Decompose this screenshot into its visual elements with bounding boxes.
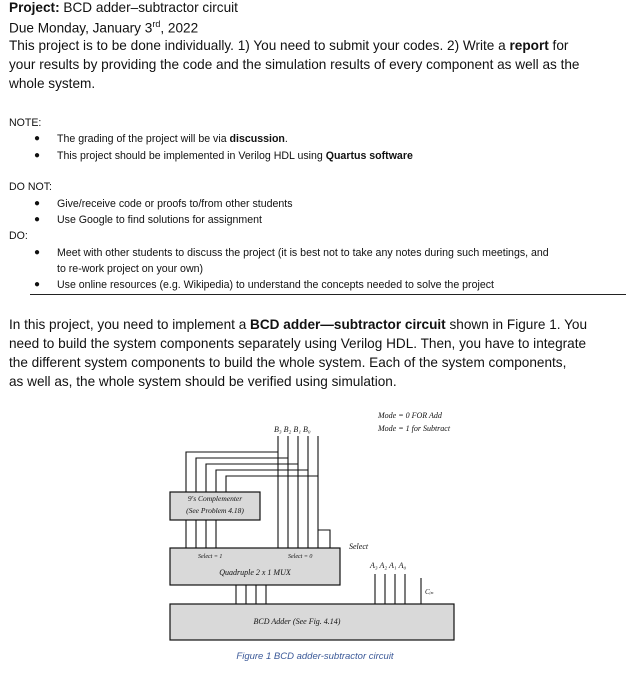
project-label: Project: (9, 0, 60, 15)
due-date-line (9, 19, 198, 36)
body-line-2: need to build the system components separately using Verilog HDL. Then, you have to integrate (9, 336, 587, 351)
divider (30, 294, 626, 295)
body-line-3: the different system components to build the whole system. Each of the system components, (9, 355, 567, 370)
do-not-item-2: Use Google to find solutions for assignment (57, 214, 262, 226)
intro-line-2: your results by providing the code and the simulation results of every component as well as the (9, 57, 580, 72)
project-title: BCD adder–subtractor circuit (59, 0, 238, 15)
do-heading: DO: (9, 230, 28, 242)
body-line-1 (9, 317, 587, 332)
note-item-1 (57, 133, 288, 145)
mode-sub-label: Mode = 1 for Subtract (378, 424, 451, 433)
note-item-2-a: This project should be implemented in Verilog HDL using (57, 150, 326, 162)
select-1-label: Select = 1 (198, 554, 223, 560)
mux-block (170, 548, 340, 585)
adder-label: BCD Adder (See Fig. 4.14) (253, 617, 341, 626)
bcd-adder-subtractor-figure (0, 400, 643, 679)
body-line-4: as well as, the whole system should be verified using simulation. (9, 374, 397, 389)
cin-label: Cᵢₙ (425, 588, 434, 596)
mode-add-label: Mode = 0 FOR Add (378, 411, 442, 420)
project-title-line (9, 0, 238, 15)
intro-line-3: whole system. (9, 76, 96, 91)
due-date-prefix: Due Monday, January 3 (9, 20, 153, 36)
bullet: ● (34, 198, 41, 209)
note-item-1-a: The grading of the project will be via (57, 133, 230, 145)
intro-line-1-b: for (548, 38, 569, 53)
intro-report: report (509, 38, 549, 53)
figure-caption: Figure 1 BCD adder-subtractor circuit (236, 651, 394, 662)
do-not-item-1: Give/receive code or proofs to/from other students (57, 198, 293, 210)
do-not-heading: DO NOT: (9, 181, 52, 193)
select-0-label: Select = 0 (288, 554, 313, 560)
note-item-2-b: Quartus software (325, 150, 413, 162)
body-line-1-c: shown in Figure 1. You (445, 317, 588, 332)
due-date-sup: rd (152, 19, 161, 29)
do-item-2: Use online resources (e.g. Wikipedia) to understand the concepts needed to solve the project (57, 279, 494, 291)
do-item-1-line-1: Meet with other students to discuss the project (it is best not to take any notes during such meetings, and (57, 247, 549, 259)
note-item-1-b: discussion (229, 133, 285, 145)
a-inputs-label: A₃ A₂ A₁ A₀ (370, 561, 407, 570)
nines-label-1: 9's Complementer (187, 494, 243, 503)
body-line-1-a: In this project, you need to implement a (9, 317, 251, 332)
bullet: ● (34, 247, 41, 258)
bullet: ● (34, 214, 41, 225)
due-date-suffix: , 2022 (160, 20, 199, 36)
bullet: ● (34, 133, 41, 144)
mux-label: Quadruple 2 x 1 MUX (219, 568, 291, 577)
select-label: Select (349, 542, 369, 551)
intro-line-1 (9, 38, 568, 53)
bullet: ● (34, 150, 41, 161)
note-item-1-c: . (284, 133, 288, 145)
intro-line-1-a: This project is to be done individually. 1) You need to submit your codes. 2) Write a (9, 38, 510, 53)
nines-label-2: (See Problem 4.18) (186, 506, 244, 515)
note-item-2 (57, 150, 413, 162)
b-inputs-label: B₃ B₂ B₁ B₀ (274, 425, 311, 434)
note-heading: NOTE: (9, 117, 42, 129)
do-item-1-line-2: to re-work project on your own) (57, 263, 204, 275)
body-line-1-b: BCD adder—subtractor circuit (250, 317, 446, 332)
bullet: ● (34, 279, 41, 290)
